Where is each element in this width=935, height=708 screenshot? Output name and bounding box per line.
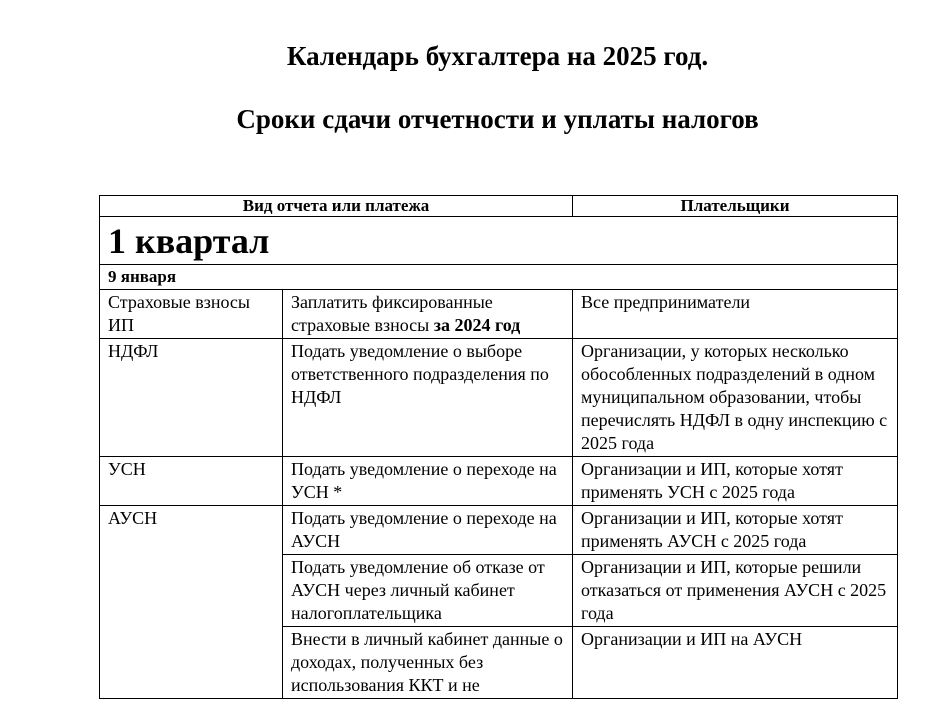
row-action-emphasis: за 2024 год (433, 315, 521, 335)
row-payers: Организации и ИП, которые хотят применять УСН с 2025 года (573, 457, 898, 506)
row-category: НДФЛ (100, 339, 283, 457)
row-action: Подать уведомление об отказе от АУСН через личный кабинет налогоплательщика (283, 555, 573, 627)
table-row (100, 457, 898, 506)
quarter-heading: 1 квартал (100, 217, 898, 265)
date-row (100, 265, 898, 290)
row-category: Страховые взносы ИП (100, 290, 283, 339)
row-action: Внести в личный кабинет данные о доходах, полученных без использования ККТ и не (283, 627, 573, 699)
row-action (283, 290, 573, 339)
row-action: Подать уведомление о выборе ответственного подразделения по НДФЛ (283, 339, 573, 457)
table-row (100, 506, 898, 555)
header-report-type: Вид отчета или платежа (100, 196, 573, 217)
table-row (100, 339, 898, 457)
row-payers: Все предприниматели (573, 290, 898, 339)
row-payers: Организации, у которых несколько обособленных подразделений в одном муниципальном образовании, чтобы перечислять НДФЛ в одну инспекцию с 2025 года (573, 339, 898, 457)
row-payers: Организации и ИП на АУСН (573, 627, 898, 699)
row-action: Подать уведомление о переходе на АУСН (283, 506, 573, 555)
table-row (100, 290, 898, 339)
row-payers: Организации и ИП, которые решили отказаться от применения АУСН с 2025 года (573, 555, 898, 627)
row-category: АУСН (100, 506, 283, 699)
row-category: УСН (100, 457, 283, 506)
header-payers: Плательщики (573, 196, 898, 217)
quarter-row (100, 217, 898, 265)
row-payers: Организации и ИП, которые хотят применять АУСН с 2025 года (573, 506, 898, 555)
row-action-text: Заплатить фиксированные страховые взносы (291, 292, 493, 335)
calendar-table (99, 195, 898, 699)
page-title: Календарь бухгалтера на 2025 год. (286, 41, 709, 71)
table-header-row (100, 196, 898, 217)
date-heading: 9 января (100, 265, 898, 290)
page-subtitle: Сроки сдачи отчетности и уплаты налогов (236, 104, 759, 134)
row-action: Подать уведомление о переходе на УСН * (283, 457, 573, 506)
